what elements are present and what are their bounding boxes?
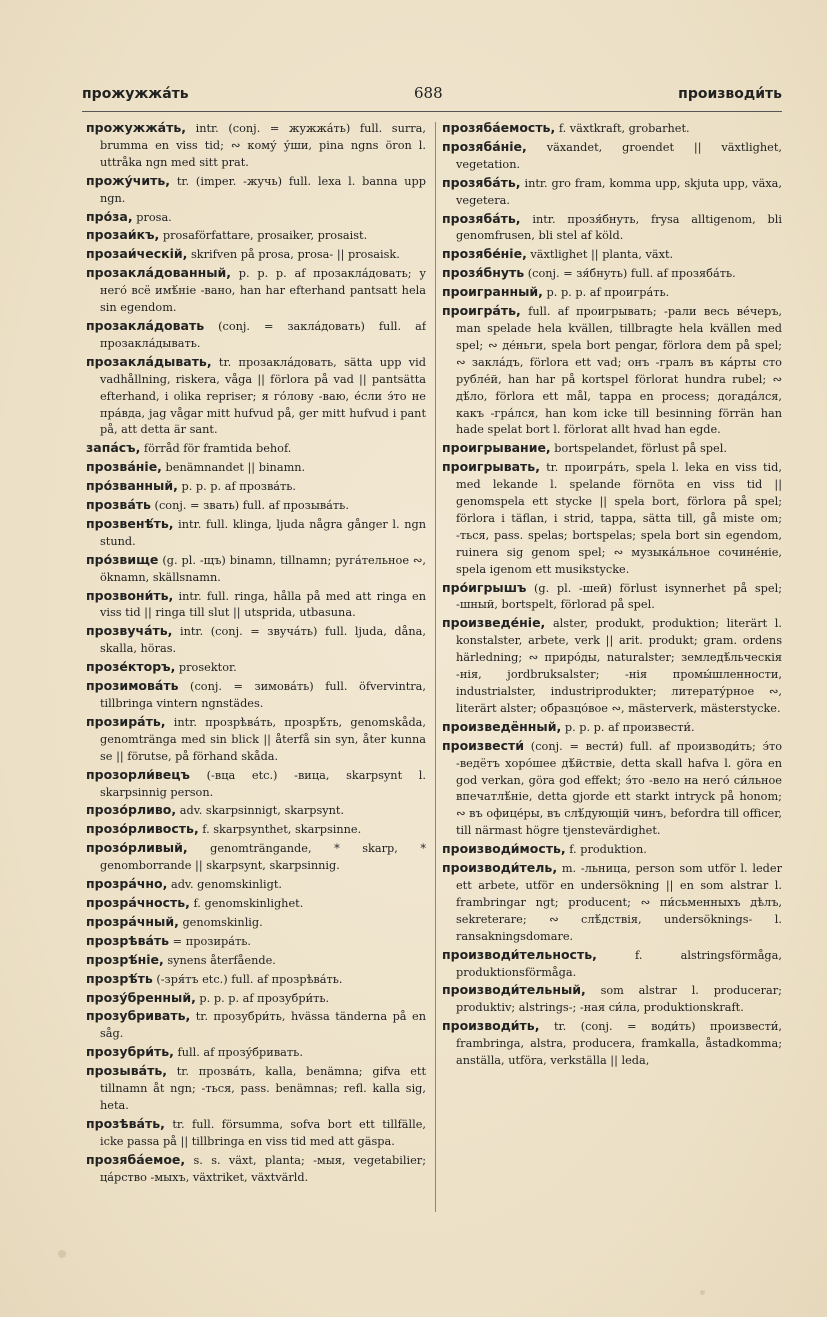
- entry-definition: bortspelandet, förlust på spel.: [554, 442, 727, 456]
- entry-definition: förråd för framtida behof.: [143, 442, 292, 456]
- entry-definition: intr. прозрѣвáть, прозрѣ́ть, genomskåda, genomtränga med sin blick || återfå sin syn, åter kunna se || förutse, på förhand skåda.: [100, 715, 426, 763]
- dictionary-entry: [86, 209, 426, 227]
- entry-headword: прозимовáть: [86, 678, 179, 694]
- dictionary-entry: [442, 120, 782, 138]
- entry-headword: прозябáемость,: [442, 120, 556, 135]
- entry-headword: производи́тельность,: [442, 946, 597, 962]
- entry-headword: прозывáть,: [86, 1063, 167, 1079]
- entry-headword: производи́мость,: [442, 841, 566, 857]
- entry-headword: произведе́ніе,: [442, 615, 546, 631]
- entry-definition: växandet, groendet || växtlighet, vegetation.: [456, 140, 782, 171]
- entry-definition: intr. full. ringa, hålla på med att ringa en viss tid || ringa till slut || utsprida, utbasuna.: [100, 589, 426, 620]
- dictionary-entry: [442, 284, 782, 302]
- entry-headword: прозу́бренный,: [86, 989, 196, 1005]
- entry-headword: прозаклáдовать: [86, 317, 205, 333]
- dictionary-entry: [86, 173, 426, 208]
- entry-headword: прозорли́вецъ: [86, 766, 190, 782]
- dictionary-entry: [86, 516, 426, 551]
- entry-definition: (conj. = зя́бнуть) full. af прозябáть.: [527, 267, 736, 281]
- entry-definition: f. alstringsförmåga, produktionsförmåga.: [456, 948, 782, 979]
- entry-definition: som alstrar l. producerar; produktiv; alstrings-; -ная си́ла, produktionskraft.: [456, 984, 782, 1015]
- entry-definition: tr. (imper. -жучь) full. lexa l. banna upp ngn.: [100, 174, 426, 205]
- dictionary-entry: [86, 952, 426, 970]
- entry-headword: проигрывать,: [442, 459, 540, 475]
- entry-definition: (conj. = звать) full. af прозывáть.: [154, 499, 349, 513]
- entry-headword: прозаклáдованный,: [86, 265, 232, 281]
- dictionary-entry: [442, 303, 782, 439]
- dictionary-entry: [442, 265, 782, 283]
- entry-definition: tr. прозаклáдовать, sätta upp vid vadhållning, riskera, våga || förlora på vad || pantsätta efterhand, i olika repriser; я го́лову -ваю, е́сли э́то не прáвда, jag vågar mitt hufvud på, ger mitt hufvud i pant på, att detta är sant.: [100, 355, 426, 437]
- dictionary-entry: [86, 623, 426, 658]
- entry-headword: произведённый,: [442, 718, 562, 734]
- entry-headword: прозаклáдывать,: [86, 353, 212, 369]
- dictionary-entry: [442, 615, 782, 717]
- entry-headword: прозрѣ́ть: [86, 970, 153, 986]
- entry-definition: prosa.: [136, 210, 172, 224]
- entry-headword: прозе́кторъ,: [86, 659, 176, 675]
- entry-headword: прозубри́ть,: [86, 1044, 174, 1060]
- entry-headword: проигранный,: [442, 284, 543, 300]
- entry-headword: производи́ть,: [442, 1018, 540, 1034]
- entry-definition: p. p. p. af проигрáть.: [546, 286, 670, 300]
- dictionary-entry: [86, 318, 426, 353]
- entry-headword: про́за,: [86, 208, 133, 224]
- entry-definition: prosaförfattare, prosaiker, prosaist.: [162, 229, 368, 243]
- entry-definition: (conj. = заклáдовать) full. af прозаклáдывать.: [100, 319, 426, 350]
- page-stain: [700, 1290, 705, 1295]
- entry-definition: (g. pl. -шей) förlust isynnerhet på spel; -шный, bortspelt, förlorad på spel.: [456, 581, 782, 612]
- column-divider: [435, 122, 436, 1212]
- entry-definition: full. af проигрывать; -рали весь ве́черъ, man spelade hela kvällen, tillbragte hela kvällen med spel; ∾ де́ньги, spela bort pengar, förlora dem på spel; ∾ заклáдъ, förlora ett vad; онъ -гралъ въ кáрты сто рубле́й, han har på kortspel förlorat hundra rubel; ∾ дѣ́ло, förlora ett mål, tappa en process; догадáлся, какъ -грáлся, han kom icke till besinning förrän han hade spelat bort l. förlorat allt hvad han egde.: [456, 305, 782, 437]
- dictionary-entry: [86, 478, 426, 496]
- entry-headword: прожу́чить,: [86, 172, 170, 188]
- dictionary-entry: [86, 588, 426, 623]
- dictionary-entry: [442, 719, 782, 737]
- entry-headword: прозубривать,: [86, 1008, 191, 1024]
- entry-headword: прозо́рливый,: [86, 840, 188, 856]
- entry-definition: intr. full. klinga, ljuda några gånger l. ngn stund.: [100, 517, 426, 548]
- dictionary-entry: [86, 1044, 426, 1062]
- entry-definition: intr. gro fram, komma upp, skjuta upp, växa, vegetera.: [456, 176, 782, 207]
- entry-definition: (conj. = зимовáть) full. öfvervintra, tillbringa vintern ngnstädes.: [100, 680, 426, 710]
- dictionary-entry: [86, 1008, 426, 1043]
- entry-definition: växtlighet || planta, växt.: [530, 248, 674, 262]
- entry-headword: прозвáніе,: [86, 459, 162, 475]
- entry-headword: прозрáчность,: [86, 894, 190, 910]
- dictionary-entry: [86, 933, 426, 951]
- entry-definition: adv. genomskinligt.: [170, 878, 282, 892]
- entry-definition: p. p. p. af прозубри́ть.: [199, 991, 330, 1005]
- entry-headword: запáсъ,: [86, 440, 141, 456]
- dictionary-entry: [86, 990, 426, 1008]
- entry-headword: прозябáть,: [442, 174, 521, 190]
- entry-definition: f. skarpsynthet, skarpsinne.: [202, 823, 362, 837]
- entry-headword: прозаи́ческій,: [86, 246, 188, 262]
- dictionary-entry: [86, 802, 426, 820]
- entry-definition: tr. прозубри́ть, hvässa tänderna på en såg.: [100, 1010, 426, 1041]
- entry-headword: прозябáть,: [442, 210, 521, 226]
- dictionary-entry: [86, 971, 426, 989]
- entry-definition: f. genomskinlighet.: [193, 896, 304, 910]
- dictionary-entry: [86, 1152, 426, 1187]
- entry-headword: прозвáть: [86, 497, 151, 513]
- dictionary-entry: [86, 821, 426, 839]
- dictionary-entry: [86, 1063, 426, 1115]
- dictionary-entry: [442, 211, 782, 246]
- dictionary-entry: [86, 840, 426, 875]
- entry-definition: benämnandet || binamn.: [165, 461, 306, 475]
- entry-headword: проигрáть,: [442, 303, 521, 319]
- entry-headword: прожужжáть,: [86, 120, 186, 135]
- entry-definition: m. -льница, person som utför l. leder ett arbete, utför en undersökning || en som alstrar l. frambringar ngt; producent; ∾ пи́сьменныхъ дѣлъ, sekreterare; ∾ слѣ́дствія, undersöknings- l. ransakningsdomare.: [456, 862, 782, 943]
- dictionary-entry: [86, 714, 426, 766]
- entry-definition: p. p. p. af прозвáть.: [181, 480, 297, 494]
- entry-definition: (conj. = вести́) full. af производи́ть; э́то -ведётъ хоро́шее дѣ́йствіе, detta skall hafva l. göra en god verkan, göra god effekt; э́то -вело на него́ си́льное впечатлѣ́ніе, detta gjorde ett starkt intryck på honom; ∾ въ офице́ры, въ слѣ́дующій чинъ, befordra till officer, till närmast högre tjenstevärdighet.: [456, 739, 782, 838]
- entry-headword: производи́тельный,: [442, 982, 586, 998]
- page-stain: [58, 1250, 66, 1258]
- entry-definition: intr. прозя́бнуть, frysa alltigenom, bli genomfrusen, bli stel af köld.: [456, 212, 782, 243]
- entry-headword: прозя́бнуть: [442, 265, 525, 281]
- entry-headword: прозрáчно,: [86, 876, 168, 892]
- entry-headword: прозябáніе,: [442, 138, 527, 154]
- entry-definition: adv. skarpsinnigt, skarpsynt.: [179, 804, 345, 818]
- dictionary-entry: [86, 895, 426, 913]
- dictionary-entry: [442, 139, 782, 174]
- dictionary-entry: [442, 459, 782, 578]
- dictionary-entry: [86, 876, 426, 894]
- page-number: 688: [414, 84, 443, 102]
- entry-headword: прозрáчный,: [86, 913, 179, 929]
- dictionary-entry: [86, 227, 426, 245]
- dictionary-entry: [86, 440, 426, 458]
- page-header: [82, 86, 782, 106]
- entry-definition: f. växtkraft, grobarhet.: [558, 122, 690, 135]
- dictionary-entry: [442, 982, 782, 1017]
- entry-headword: прозѣвáть,: [86, 1115, 165, 1131]
- right-running-head: производи́ть: [678, 86, 782, 102]
- dictionary-entry: [86, 120, 426, 172]
- header-rule: [82, 111, 782, 112]
- entry-headword: прозо́рливо,: [86, 802, 177, 818]
- dictionary-entry: [86, 246, 426, 264]
- entry-definition: (-зря́тъ etc.) full. af прозрѣвáть.: [156, 972, 343, 986]
- dictionary-entry: [86, 1116, 426, 1151]
- dictionary-entry: [442, 246, 782, 264]
- entry-headword: прозрѣ́ніе,: [86, 951, 164, 967]
- dictionary-entry: [442, 440, 782, 458]
- entry-headword: прозвони́ть,: [86, 587, 174, 603]
- dictionary-entry: [442, 580, 782, 615]
- entry-headword: прозаи́къ,: [86, 227, 160, 243]
- entry-definition: genomträngande, * skarp, * genomborrande || skarpsynt, skarpsinnig.: [100, 842, 426, 873]
- dictionary-entry: [86, 265, 426, 317]
- dictionary-entry: [86, 767, 426, 802]
- entry-definition: tr. (conj. = води́ть) произвести́, frambringa, alstra, producera, framkalla, åstadkomma; anställa, utföra, verkställa || leda,: [456, 1020, 782, 1068]
- entry-headword: про́званный,: [86, 478, 178, 494]
- entry-definition: alster, produkt, produktion; literärt l. konstalster, arbete, verk || arit. produkt; gram. ordens härledning; ∾ приро́ды, naturalster; земледѣ́льческія -нія, jordbruksalster; -нія промы́шленности, industrialster, industriprodukter; литерату́рное ∾, literärt alster; образцо́вое ∾, mästerverk, mästerstycke.: [456, 617, 782, 715]
- entry-definition: p. p. p. af прозаклáдовать; у него́ всё имѣ́ніе -вано, han har efterhand pantsatt hela sin egendom.: [100, 267, 426, 315]
- entry-headword: прозвучáть,: [86, 623, 173, 639]
- entry-headword: про́звище: [86, 551, 159, 567]
- entry-headword: про́игрышъ: [442, 579, 527, 595]
- entry-definition: = прозирáть.: [172, 934, 251, 948]
- entry-headword: произвести́: [442, 737, 524, 753]
- entry-definition: synens återfående.: [167, 953, 276, 967]
- left-running-head: прожужжáть: [82, 86, 189, 102]
- dictionary-entry: [442, 1018, 782, 1070]
- entry-headword: проигрывание,: [442, 440, 551, 456]
- entry-headword: прозябáемое,: [86, 1151, 186, 1167]
- dictionary-entry: [86, 678, 426, 713]
- left-column: [86, 120, 426, 1220]
- right-column: [442, 120, 782, 1220]
- entry-headword: прозо́рливость,: [86, 821, 199, 837]
- dictionary-entry: [442, 738, 782, 840]
- dictionary-entry: [442, 860, 782, 946]
- entry-headword: прозвенѣ́ть,: [86, 515, 174, 531]
- dictionary-entry: [86, 552, 426, 587]
- entry-definition: s. s. växt, planta; -мыя, vegetabilier; цáрство -мыхъ, växtriket, växtvärld.: [100, 1153, 426, 1184]
- entry-definition: intr. (conj. = звучáть) full. ljuda, dåna, skalla, höras.: [100, 625, 426, 656]
- entry-definition: (g. pl. -щъ) binamn, tillnamn; ругáтельное ∾, öknamn, skällsnamn.: [100, 553, 426, 584]
- dictionary-entry: [442, 841, 782, 859]
- entry-definition: tr. прозвáть, kalla, benämna; gifva ett tillnamn åt ngn; -ться, pass. benämnas; refl. kalla sig, heta.: [100, 1065, 426, 1112]
- entry-definition: (-вца etc.) -вица, skarpsynt l. skarpsinnig person.: [100, 768, 426, 799]
- entry-headword: производи́тель,: [442, 860, 558, 876]
- entry-headword: прозрѣвáть: [86, 932, 170, 948]
- dictionary-entry: [86, 354, 426, 440]
- entry-definition: intr. (conj. = жужжáть) full. surra, brumma en viss tid; ∾ кому́ у́ши, pina ngns öron l. uttråka ngn med sitt prat.: [100, 122, 426, 169]
- entry-definition: f. produktion.: [569, 843, 647, 857]
- entry-definition: genomskinlig.: [182, 915, 263, 929]
- entry-definition: full. af прозу́бривать.: [177, 1046, 303, 1060]
- dictionary-entry: [442, 175, 782, 210]
- dictionary-entry: [86, 497, 426, 515]
- dictionary-entry: [86, 659, 426, 677]
- entry-definition: prosektor.: [178, 661, 237, 675]
- dictionary-entry: [86, 459, 426, 477]
- entry-headword: прозябе́ніе,: [442, 246, 527, 262]
- entry-headword: прозирáть,: [86, 713, 166, 729]
- entry-definition: p. p. p. af произвести́.: [564, 720, 695, 734]
- entry-definition: tr. проигрáть, spela l. leka en viss tid, med lekande l. spelande förnöta en viss tid || genomspela ett stycke || spela bort, förlora på spel; förlora i täflan, i strid, tappa, sätta till, gå miste om; -ться, pass. spelas; bortspelas; spela bort sin egendom, ruinera sig genom spel; ∾ музыкáльное сочине́ніе, spela igenom ett musikstycke.: [456, 461, 782, 576]
- dictionary-entry: [442, 947, 782, 982]
- dictionary-entry: [86, 914, 426, 932]
- entry-definition: tr. full. försumma, sofva bort ett tillfälle, icke passa på || tillbringa en viss tid med att gäspa.: [100, 1117, 426, 1148]
- entry-definition: skrifven på prosa, prosa- || prosaisk.: [190, 248, 400, 262]
